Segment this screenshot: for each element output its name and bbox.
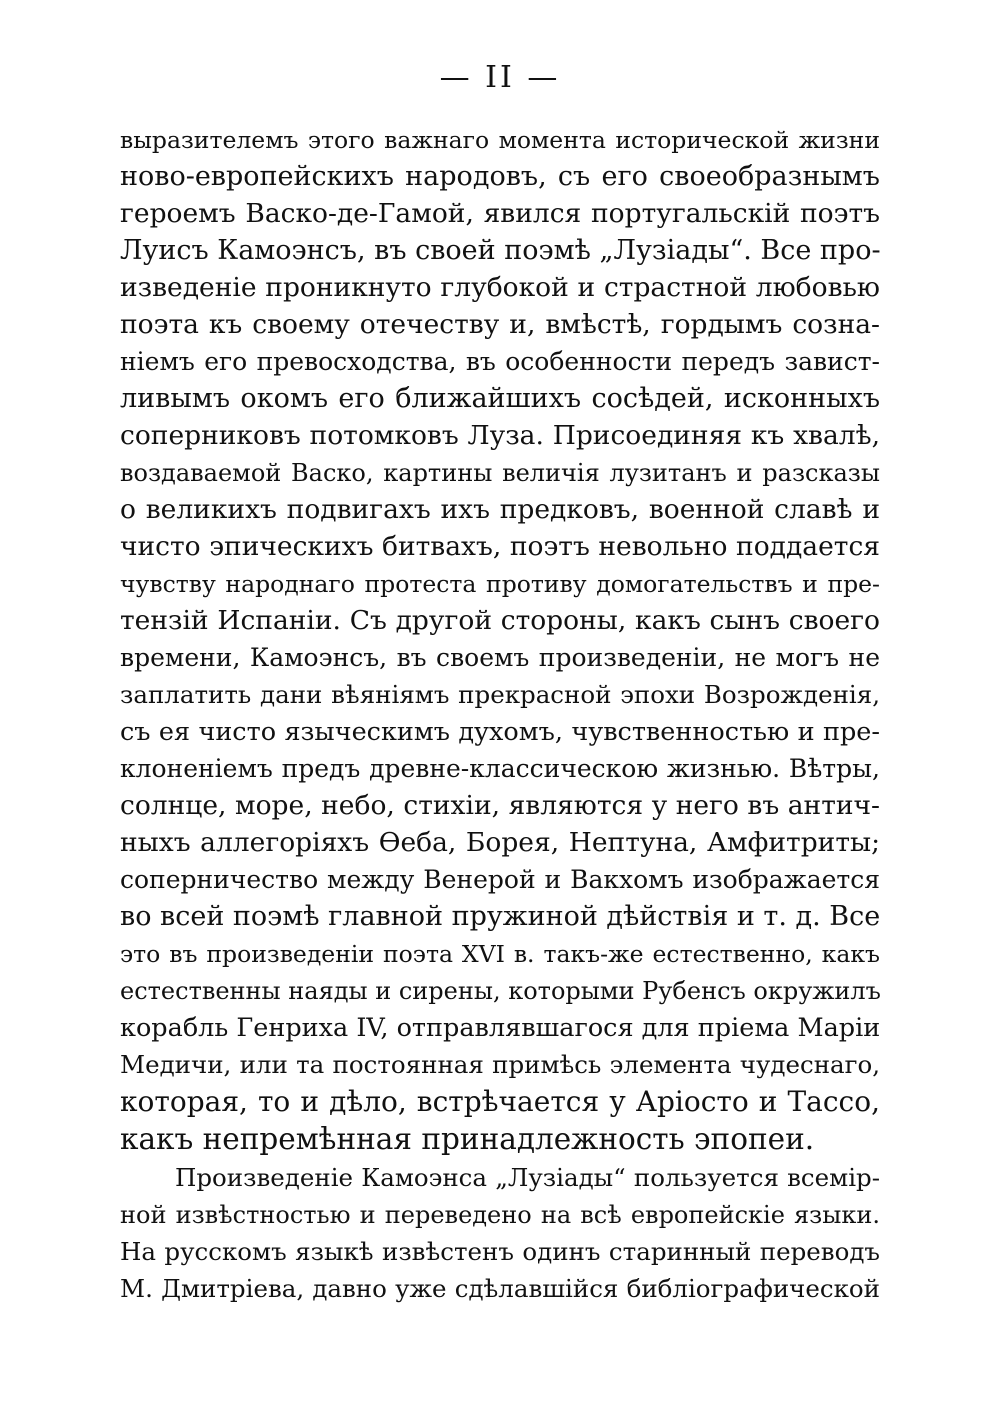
- text-line: корабль Генриха IV, отправлявшагося для пріема Маріи: [120, 1013, 881, 1043]
- text-line: о великихъ подвигахъ ихъ предковъ, военной славѣ и: [120, 494, 880, 525]
- text-line: Медичи, или та постоянная примѣсь элемента чудеснаго,: [120, 1050, 880, 1079]
- text-line: изведеніе проникнуто глубокой и страстной любовью: [120, 272, 880, 303]
- text-line: какъ непремѣнная принадлежность эпопеи.: [120, 1122, 815, 1156]
- text-line: чувству народнаго протеста противу домогательствъ и пре-: [120, 570, 880, 598]
- text-line: тензій Испаніи. Съ другой стороны, какъ сынъ своего: [120, 605, 880, 636]
- text-line: ной извѣстностью и переведено на всѣ европейскіе языки.: [120, 1201, 880, 1229]
- text-line: заплатить дани вѣяніямъ прекрасной эпохи Возрожденія,: [120, 680, 880, 709]
- text-line: съ ея чисто языческимъ духомъ, чувственностью и пре-: [120, 717, 880, 747]
- text-line: ливымъ окомъ его ближайшихъ сосѣдей, исконныхъ: [120, 383, 880, 414]
- text-line: Луисъ Камоэнсъ, въ своей поэмѣ „Лузіады“. Все про-: [120, 235, 881, 266]
- text-line: ніемъ его превосходства, въ особенности передъ завист-: [120, 347, 880, 376]
- text-line: героемъ Васко-де-Гамой, явился португальскій поэтъ: [120, 198, 880, 229]
- text-line: ново-европейскихъ народовъ, съ его своеобразнымъ: [120, 161, 880, 192]
- text-line: соперниковъ потомковъ Луза. Присоединяя къ хвалѣ,: [120, 420, 880, 451]
- text-line: естественны наяды и сирены, которыми Рубенсъ окружилъ: [120, 977, 881, 1005]
- text-line: соперничество между Венерой и Вакхомъ изображается: [120, 865, 880, 894]
- text-line: На русскомъ языкѣ извѣстенъ одинъ старинный переводъ: [120, 1237, 880, 1266]
- text-line: воздаваемой Васко, картины величія лузитанъ и разсказы: [120, 459, 880, 487]
- text-line: ныхъ аллегоріяхъ Ѳеба, Борея, Нептуна, Амфитриты;: [120, 827, 880, 858]
- text-line: чисто эпическихъ битвахъ, поэтъ невольно поддается: [120, 531, 880, 562]
- text-line: М. Дмитріева, давно уже сдѣлавшійся библіографической: [120, 1274, 880, 1303]
- text-line: выразителемъ этого важнаго момента исторической жизни: [120, 126, 880, 154]
- text-line: клоненіемъ предъ древне-классическою жизнью. Вѣтры,: [120, 754, 880, 783]
- text-line: солнце, море, небо, стихіи, являются у него въ антич-: [120, 790, 880, 821]
- text-line: во всей поэмѣ главной пружиной дѣйствія и т. д. Все: [120, 901, 881, 932]
- text-line: которая, то и дѣло, встрѣчается у Аріосто и Тассо,: [120, 1085, 880, 1118]
- text-line: поэта къ своему отечеству и, вмѣстѣ, гордымъ созна-: [120, 309, 880, 340]
- text-line: это въ произведеніи поэта XVI в. такъ-же естественно, какъ: [120, 940, 880, 968]
- text-line: Произведеніе Камоэнса „Лузіады“ пользуется всемір-: [175, 1163, 880, 1192]
- page-number: — II —: [439, 60, 561, 95]
- text-line: времени, Камоэнсъ, въ своемъ произведеніи, не могъ не: [120, 643, 880, 672]
